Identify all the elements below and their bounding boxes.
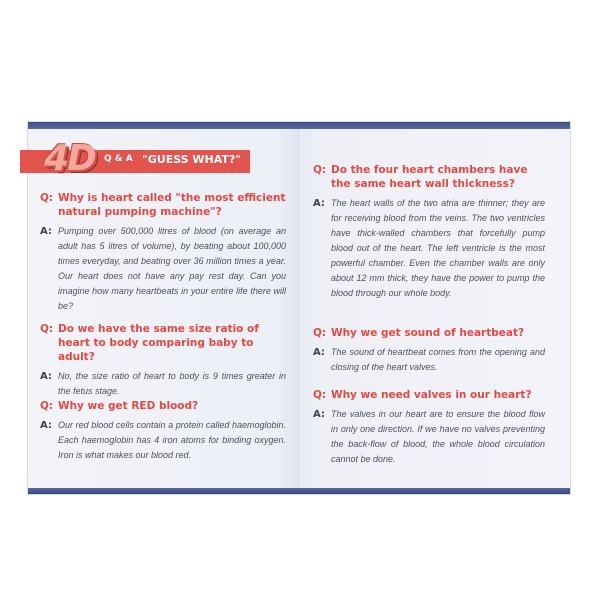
question-text: Why is heart called "the most efficient natural pumping machine"? — [58, 192, 286, 218]
question-text: Why we get sound of heartbeat? — [331, 327, 525, 339]
question-text: Why we need valves in our heart? — [331, 389, 532, 401]
answer-text: Our red blood cells contain a protein called haemoglobin. Each haemoglobin has 4 iron atoms for binding oxygen. Iron is what makes our blood red. — [58, 420, 286, 460]
question-text: Why we get RED blood? — [58, 400, 199, 412]
bottom-border-band — [28, 488, 570, 494]
qa-label: Q & A — [104, 154, 133, 164]
answer-prefix: A: — [40, 371, 52, 382]
answer-prefix: A: — [40, 226, 52, 237]
qa-item — [40, 191, 286, 314]
answer-prefix: A: — [40, 420, 52, 431]
header-title: "GUESS WHAT?" — [142, 153, 241, 166]
answer-prefix: A: — [313, 409, 325, 420]
qa-item — [40, 322, 286, 399]
qa-item — [313, 326, 545, 375]
qa-item — [40, 399, 286, 463]
question-prefix: Q: — [313, 164, 327, 176]
page-gutter — [298, 129, 300, 488]
logo-4d: 4D — [44, 138, 95, 179]
question-prefix: Q: — [313, 327, 327, 339]
answer-text: The heart walls of the two atria are thinner; they are for receiving blood from the veins. The two ventricles have thick-walled chambers that forcefully pump blood out of the heart. The left ventricle is the most powerful chamber. Even the chamber walls are only about 12 mm thick, they have the power to pump the blood through our whole body. — [331, 198, 545, 298]
answer-text: The sound of heartbeat comes from the opening and closing of the heart valves. — [331, 347, 545, 372]
answer-text: Pumping over 500,000 litres of blood (on average an adult has 5 litres of volume), by beating about 100,000 times everyday, and beating over 36 million times a year. Our heart does not have any pay rest day. Can you imagine how many heartbeats in your entire life there will be? — [58, 226, 286, 311]
answer-text: No, the size ratio of heart to body is 9 times greater in the fetus stage. — [58, 371, 286, 396]
answer-prefix: A: — [313, 347, 325, 358]
question-text: Do we have the same size ratio of heart to body comparing baby to adult? — [58, 323, 259, 363]
qa-item — [313, 388, 545, 467]
question-text: Do the four heart chambers have the same heart wall thickness? — [331, 164, 528, 190]
top-border-band — [28, 122, 570, 129]
answer-prefix: A: — [313, 198, 325, 209]
answer-text: The valves in our heart are to ensure the blood flow in only one direction. If we have no valves preventing the back-flow of blood, the whole blood circulation cannot be done. — [331, 409, 545, 464]
qa-item — [313, 163, 545, 301]
question-prefix: Q: — [40, 192, 54, 204]
question-prefix: Q: — [40, 323, 54, 335]
question-prefix: Q: — [40, 400, 54, 412]
question-prefix: Q: — [313, 389, 327, 401]
